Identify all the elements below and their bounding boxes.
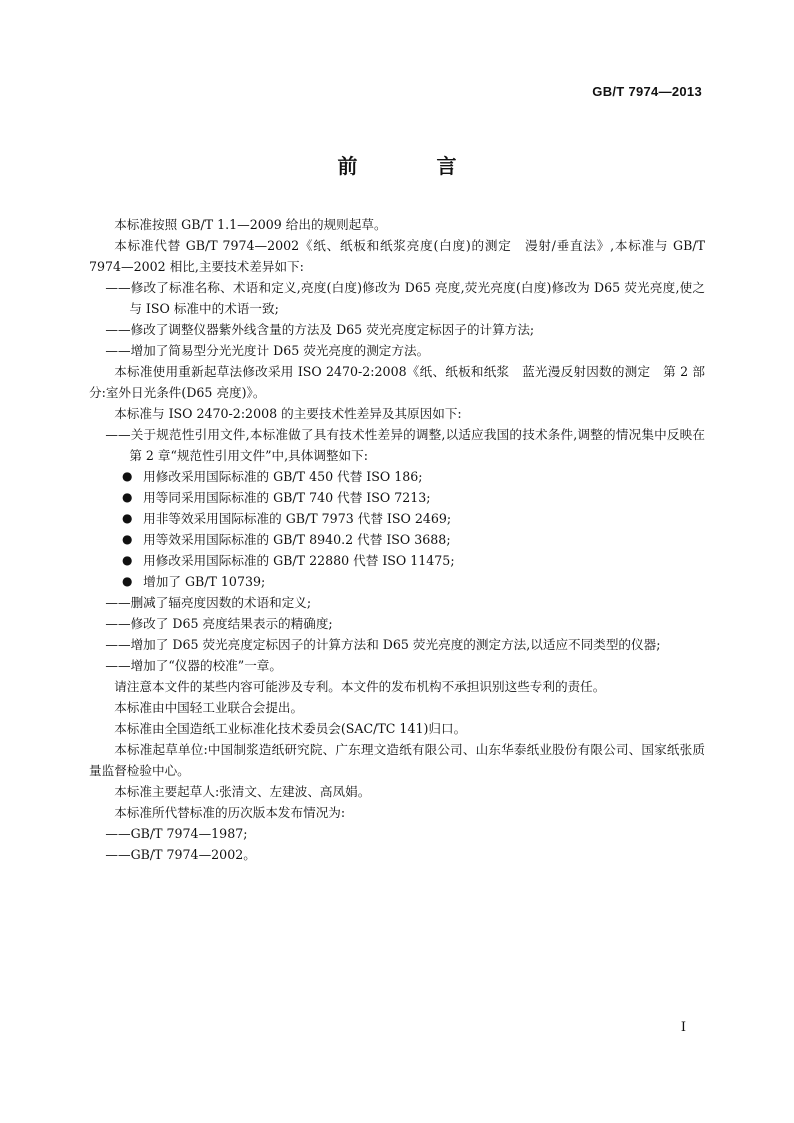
bullet-text: 用非等效采用国际标准的 GB/T 7973 代替 ISO 2469;	[143, 511, 452, 526]
foreword-body	[89, 214, 705, 865]
bullet-icon: ●	[122, 553, 133, 567]
bullet-item	[89, 529, 705, 550]
dash-item: ——修改了标准名称、术语和定义,亮度(白度)修改为 D65 亮度,荧光亮度(白度)修改为 D65 荧光亮度,使之与 ISO 标准中的术语一致;	[105, 280, 705, 316]
bullet-icon: ●	[122, 490, 133, 504]
bullet-text: 用修改采用国际标准的 GB/T 450 代替 ISO 186;	[143, 469, 423, 484]
bullet-text: 用等效采用国际标准的 GB/T 8940.2 代替 ISO 3688;	[143, 532, 451, 547]
paragraph: 本标准起草单位:中国制浆造纸研究院、广东理文造纸有限公司、山东华泰纸业股份有限公司、国家纸张质量监督检验中心。	[89, 742, 705, 778]
page-title: 前 言	[337, 154, 493, 178]
bullet-item	[89, 550, 705, 571]
bullet-icon: ●	[122, 469, 133, 483]
paragraph: 本标准主要起草人:张清文、左建波、高凤娟。	[114, 784, 371, 799]
dash-item: ——增加了简易型分光光度计 D65 荧光亮度的测定方法。	[105, 343, 430, 358]
dash-item: ——修改了 D65 亮度结果表示的精确度;	[105, 616, 333, 631]
bullet-text: 用等同采用国际标准的 GB/T 740 代替 ISO 7213;	[143, 490, 431, 505]
paragraph: 本标准使用重新起草法修改采用 ISO 2470-2:2008《纸、纸板和纸浆 蓝光漫反射因数的测定 第 2 部分:室外日光条件(D65 亮度)》。	[89, 364, 705, 400]
dash-item: ——增加了“仪器的校准”一章。	[105, 658, 282, 673]
page-number: I	[680, 1020, 686, 1035]
bullet-text: 用修改采用国际标准的 GB/T 22880 代替 ISO 11475;	[143, 553, 455, 568]
dash-item: ——修改了调整仪器紫外线含量的方法及 D65 荧光亮度定标因子的计算方法;	[105, 322, 535, 337]
paragraph: 本标准与 ISO 2470-2:2008 的主要技术性差异及其原因如下:	[114, 406, 462, 421]
bullet-icon: ●	[122, 511, 133, 525]
dash-item: ——GB/T 7974—2002。	[105, 847, 256, 862]
bullet-icon: ●	[122, 574, 133, 588]
bullet-item	[89, 571, 705, 592]
dash-item: ——增加了 D65 荧光亮度定标因子的计算方法和 D65 荧光亮度的测定方法,以适应不同类型的仪器;	[105, 637, 661, 652]
paragraph: 请注意本文件的某些内容可能涉及专利。本文件的发布机构不承担识别这些专利的责任。	[114, 679, 606, 694]
dash-item: ——GB/T 7974—1987;	[105, 826, 248, 841]
bullet-icon: ●	[122, 532, 133, 546]
bullet-item	[89, 466, 705, 487]
standard-code: GB/T 7974—2013	[592, 84, 702, 99]
dash-item: ——关于规范性引用文件,本标准做了具有技术性差异的调整,以适应我国的技术条件,调整的情况集中反映在第 2 章“规范性引用文件”中,具体调整如下:	[105, 427, 705, 463]
paragraph: 本标准按照 GB/T 1.1—2009 给出的规则起草。	[114, 217, 387, 232]
bullet-item	[89, 487, 705, 508]
paragraph: 本标准所代替标准的历次版本发布情况为:	[114, 805, 346, 820]
paragraph: 本标准由中国轻工业联合会提出。	[114, 700, 304, 715]
bullet-text: 增加了 GB/T 10739;	[143, 574, 266, 589]
paragraph: 本标准代替 GB/T 7974—2002《纸、纸板和纸浆亮度(白度)的测定 漫射/垂直法》,本标准与 GB/T 7974—2002 相比,主要技术差异如下:	[89, 238, 705, 274]
paragraph: 本标准由全国造纸工业标准化技术委员会(SAC/TC 141)归口。	[114, 721, 467, 736]
dash-item: ——删减了辐亮度因数的术语和定义;	[105, 595, 312, 610]
bullet-item	[89, 508, 705, 529]
